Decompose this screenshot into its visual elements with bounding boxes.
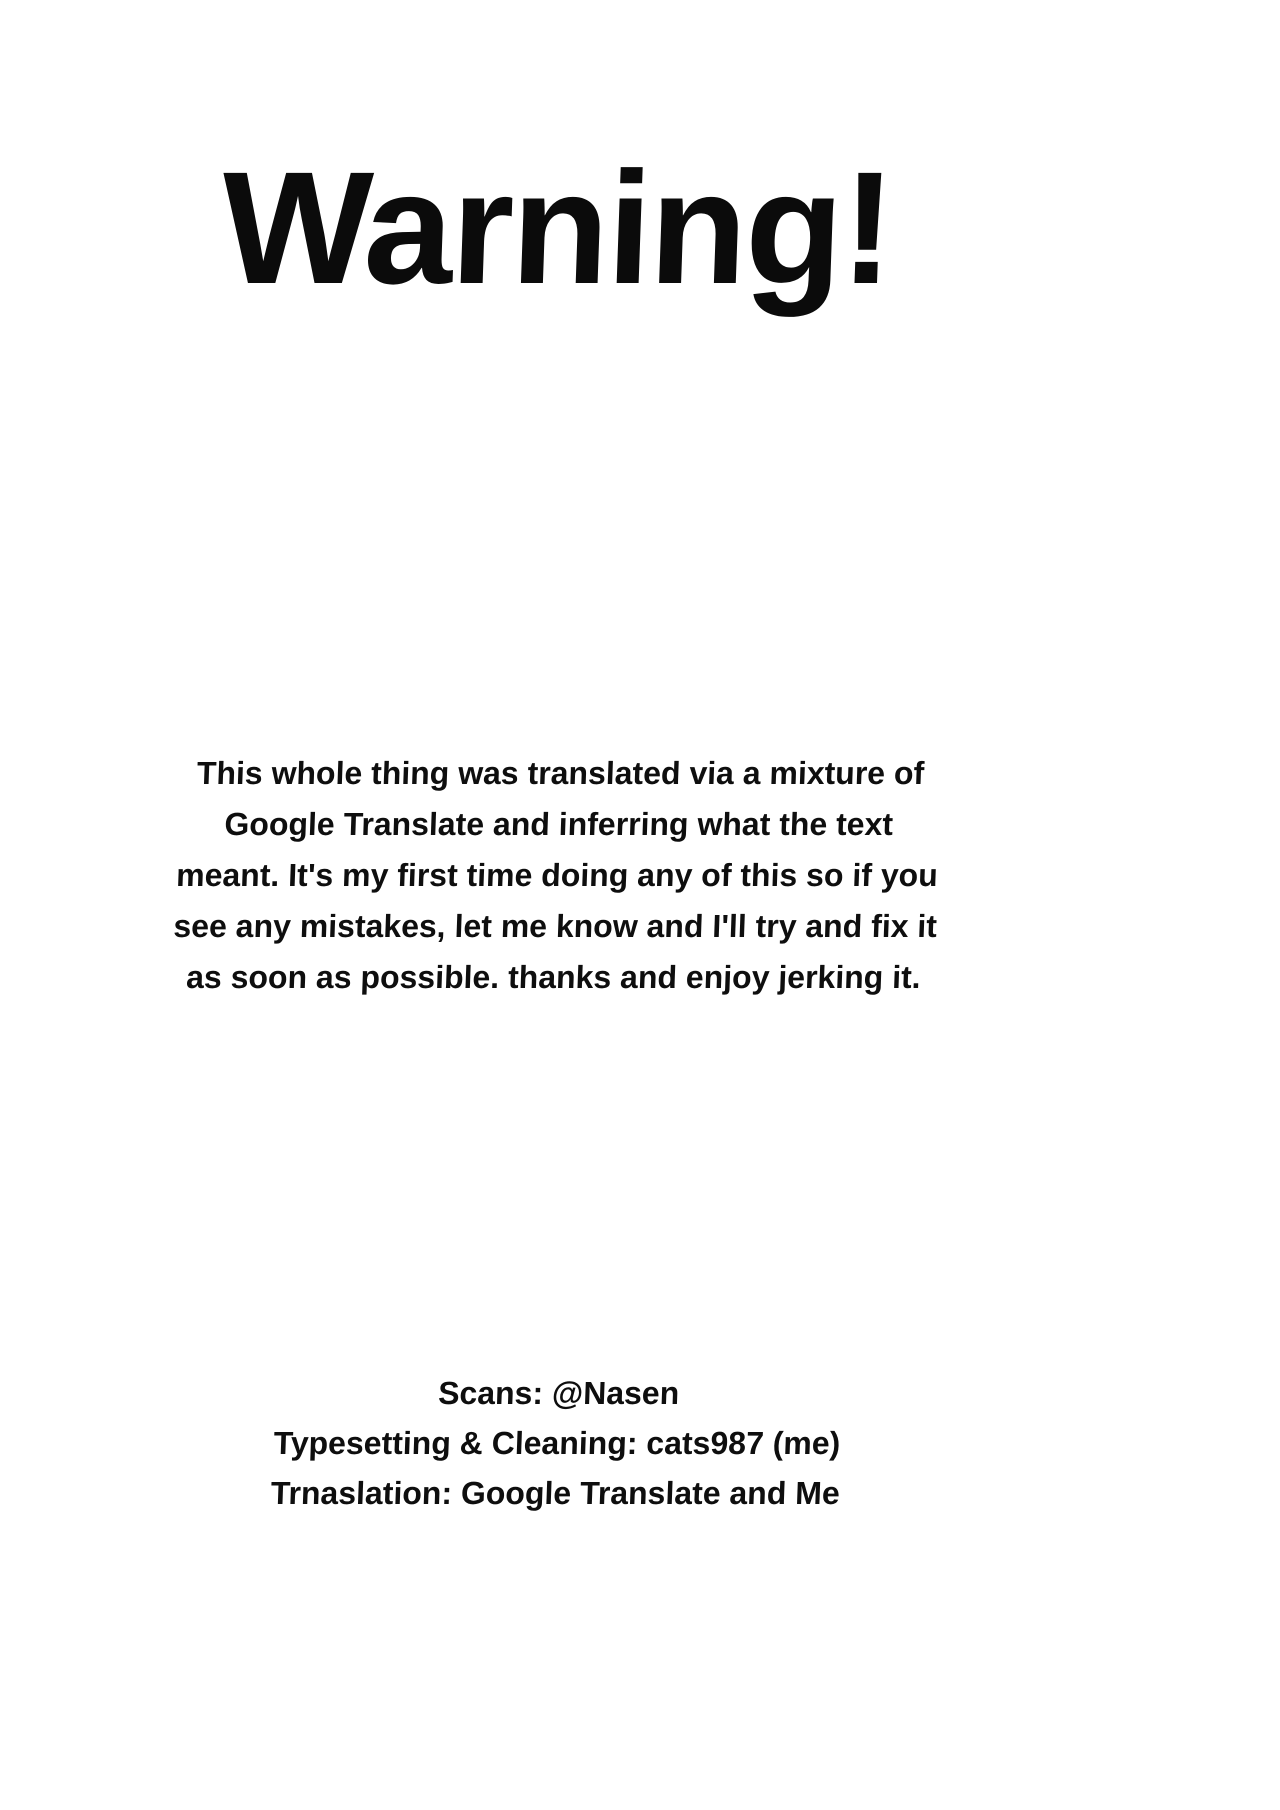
disclaimer-line: meant. It's my first time doing any of this so if you	[175, 857, 939, 893]
page-title: Warning!	[218, 138, 896, 317]
disclaimer-line: This whole thing was translated via a mixture of	[196, 755, 925, 791]
disclaimer-line: Google Translate and inferring what the text	[223, 806, 894, 842]
credits-block	[0, 1368, 1117, 1518]
disclaimer-line: see any mistakes, let me know and I'll try and fix it	[172, 908, 938, 944]
credits-translation-line: Trnaslation: Google Translate and Me	[270, 1475, 841, 1511]
disclaimer-line: as soon as possible. thanks and enjoy jerking it.	[185, 959, 922, 995]
disclaimer-paragraph	[0, 748, 1118, 1003]
credits-scans-line: Scans: @Nasen	[437, 1375, 680, 1411]
credits-typesetting-line: Typesetting & Cleaning: cats987 (me)	[273, 1425, 841, 1461]
